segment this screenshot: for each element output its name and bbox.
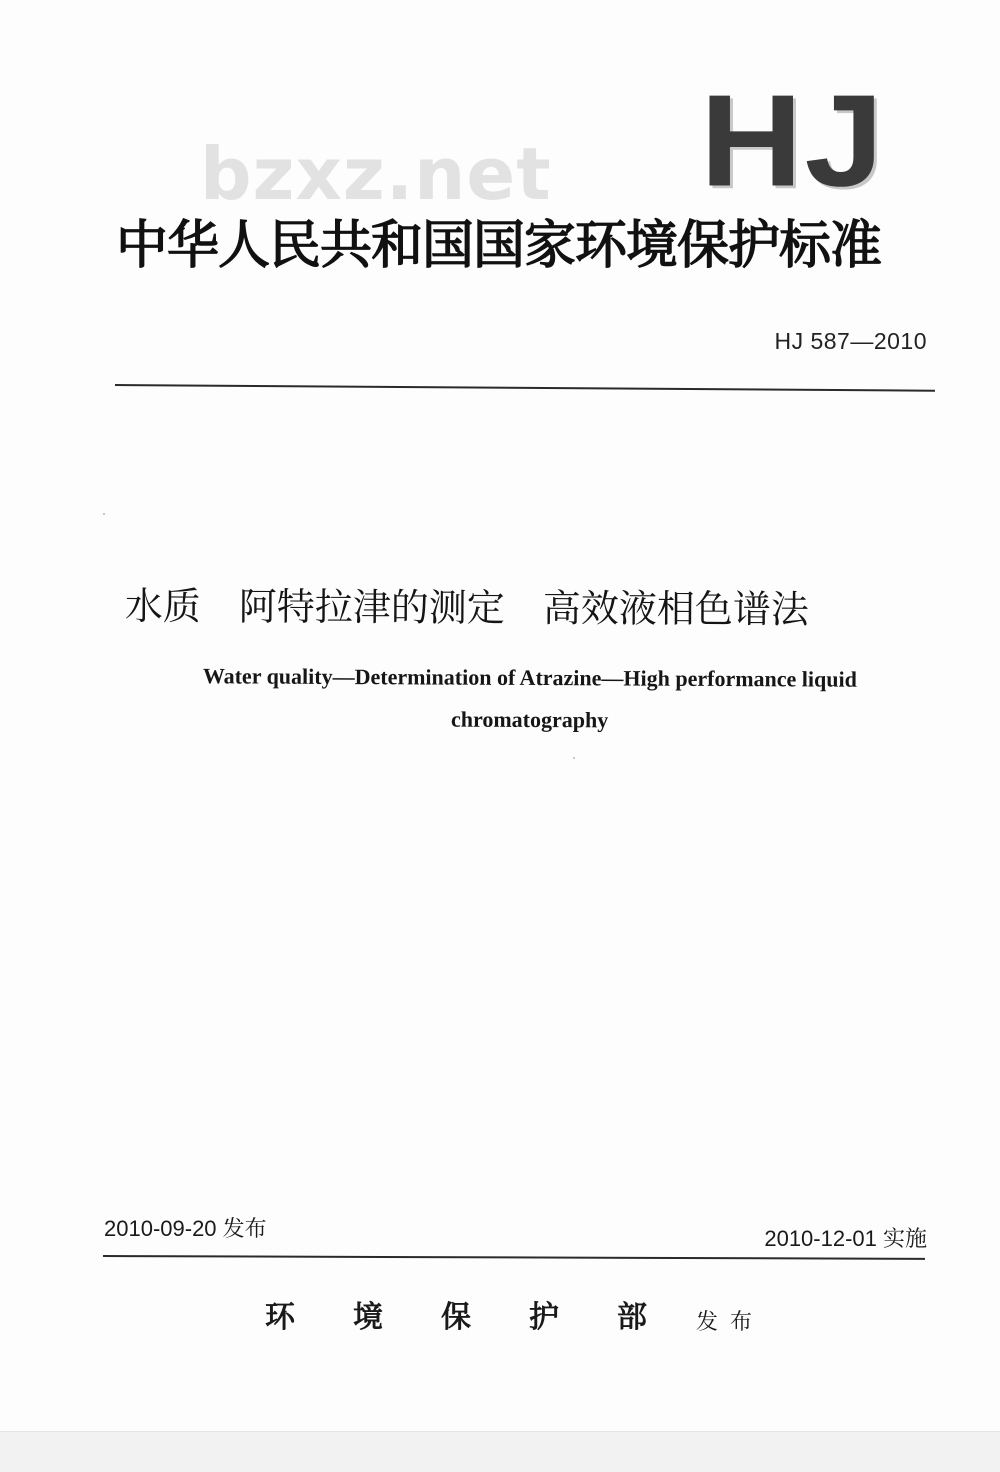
bottom-divider xyxy=(103,1255,925,1260)
watermark: bzxz.net xyxy=(200,132,552,216)
scan-speck xyxy=(573,757,575,759)
org-title: 中华人民共和国国家环境保护标准 xyxy=(116,215,882,276)
hj-logo: HJ xyxy=(700,67,886,215)
zh-title: 水质 阿特拉津的测定 高效液相色谱法 xyxy=(124,583,809,632)
en-title: Water quality—Determination of Atrazine—High performance liquid chromatography xyxy=(202,663,857,733)
scan-speck xyxy=(103,513,105,515)
viewer-bottom-bar xyxy=(0,1431,1000,1472)
publish-word: 发布 xyxy=(696,1310,765,1335)
issue-date: 2010-09-20 发布 xyxy=(104,1216,267,1241)
standard-code: HJ 587—2010 xyxy=(774,328,927,354)
top-divider xyxy=(115,384,935,392)
implementation-date: 2010-12-01 实施 xyxy=(764,1226,927,1251)
publisher: 环境保护部 xyxy=(265,1300,705,1335)
